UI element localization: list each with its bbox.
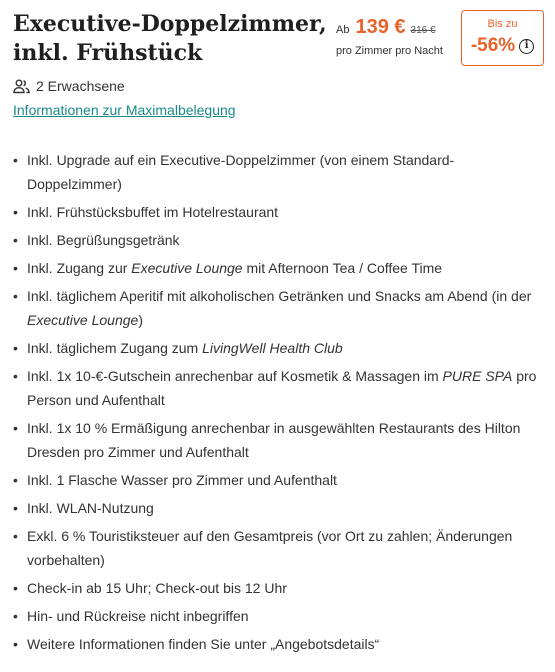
max-occupancy-link[interactable]: Informationen zur Maximalbelegung <box>13 102 236 118</box>
feature-item <box>13 604 548 628</box>
original-price: 316 € <box>410 25 436 36</box>
feature-text: Inkl. Upgrade auf ein Executive-Doppelzimmer (von einem Standard-Doppelzimmer) <box>27 152 455 192</box>
feature-text: Inkl. 1x 10 % Ermäßigung anrechenbar in ausgewählten Restaurants des Hilton Dresden pro Zimmer und Aufenthalt <box>27 420 521 460</box>
feature-text: Inkl. WLAN-Nutzung <box>27 500 154 516</box>
discount-prefix: Bis zu <box>487 18 518 30</box>
feature-item <box>13 524 548 572</box>
feature-text: Weitere Informationen finden Sie unter „Angebotsdetails“ <box>27 636 380 652</box>
feature-text: pro Person und Aufenthalt <box>27 368 537 408</box>
feature-item <box>13 632 548 656</box>
feature-text: mit Afternoon Tea / Coffee Time <box>242 260 443 276</box>
feature-item <box>13 148 548 196</box>
discount-row <box>462 35 543 57</box>
feature-emphasis: PURE SPA <box>442 368 513 384</box>
offer-header <box>0 0 555 80</box>
feature-text: Hin- und Rückreise nicht inbegriffen <box>27 608 249 624</box>
feature-item <box>13 256 548 280</box>
feature-text: Inkl. Frühstücksbuffet im Hotelrestaurant <box>27 204 279 220</box>
feature-item <box>13 200 548 224</box>
feature-item <box>13 336 548 360</box>
feature-item <box>13 576 548 600</box>
feature-item <box>13 496 548 520</box>
feature-text: ) <box>138 312 143 328</box>
offer-title: Executive-Doppelzimmer, inkl. Frühstück <box>13 11 327 66</box>
feature-list <box>13 148 548 660</box>
feature-text: Check-in ab 15 Uhr; Check-out bis 12 Uhr <box>27 580 287 596</box>
feature-emphasis: Executive Lounge <box>27 312 139 328</box>
feature-emphasis: LivingWell Health Club <box>202 340 343 356</box>
current-price: 139 € <box>355 16 406 38</box>
price-unit: pro Zimmer pro Nacht <box>336 45 443 57</box>
people-icon <box>13 79 30 94</box>
feature-item <box>13 468 548 492</box>
info-icon[interactable]: i <box>519 39 534 54</box>
feature-text: Inkl. Zugang zur <box>27 260 132 276</box>
guest-count <box>13 78 125 94</box>
feature-item <box>13 284 548 332</box>
discount-badge <box>461 10 544 66</box>
feature-text: Inkl. 1x 10-€-Gutschein anrechenbar auf Kosmetik & Massagen im <box>27 368 443 384</box>
price-prefix: Ab <box>336 24 350 36</box>
feature-item <box>13 416 548 464</box>
price-line <box>336 16 456 39</box>
price-box <box>336 16 456 57</box>
discount-value: -56% <box>470 35 516 56</box>
feature-item <box>13 228 548 252</box>
feature-text: Inkl. täglichem Aperitif mit alkoholischen Getränken und Snacks am Abend (in der <box>27 288 532 304</box>
guest-count-label: 2 Erwachsene <box>36 78 125 94</box>
feature-emphasis: Executive Lounge <box>131 260 243 276</box>
feature-text: Exkl. 6 % Touristiksteuer auf den Gesamtpreis (vor Ort zu zahlen; Änderungen vorbehalten) <box>27 528 513 568</box>
feature-item <box>13 364 548 412</box>
feature-text: Inkl. Begrüßungsgetränk <box>27 232 180 248</box>
feature-text: Inkl. täglichem Zugang zum <box>27 340 203 356</box>
feature-text: Inkl. 1 Flasche Wasser pro Zimmer und Aufenthalt <box>27 472 337 488</box>
